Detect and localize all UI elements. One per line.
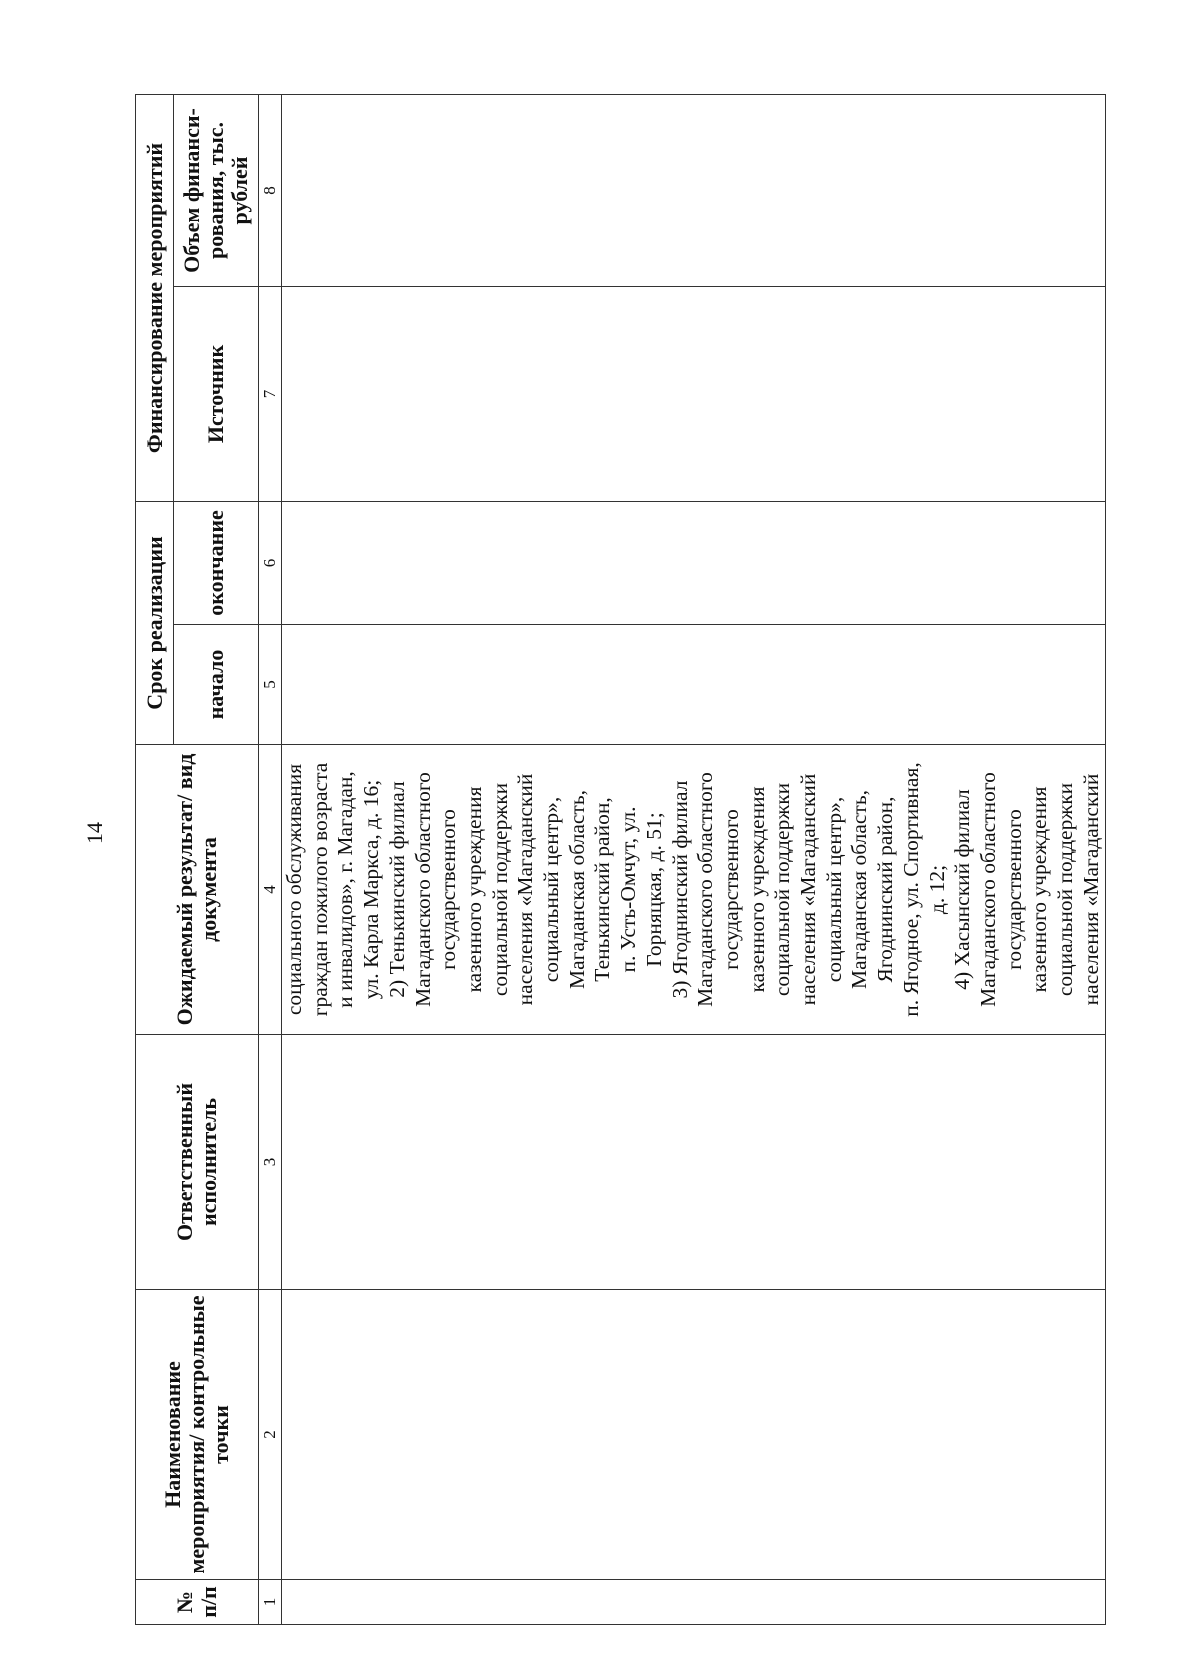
result-line: государственного (718, 809, 743, 970)
result-line: д. 12; (924, 864, 949, 915)
result-line: Магаданская область, (847, 789, 872, 990)
action-plan-table (135, 94, 1106, 1625)
result-line: граждан пожилого возраста (307, 762, 332, 1017)
result-line: социальной поддержки (1053, 782, 1078, 997)
cell-start (282, 625, 1106, 745)
result-line: казенного учреждения (461, 786, 486, 993)
column-number: 2 (259, 1290, 282, 1580)
result-line: 2) Тенькинский филиал (384, 781, 409, 998)
result-line: населения «Магаданский (513, 773, 538, 1006)
result-line: п. Усть-Омчут, ул. (616, 806, 641, 973)
result-line: населения «Магаданский (1078, 773, 1103, 1006)
cell-result (282, 745, 1106, 1035)
rotated-table-wrapper (135, 95, 1103, 1625)
column-number: 7 (259, 286, 282, 501)
result-line: Магаданского областного (693, 772, 718, 1007)
cell-source (282, 286, 1106, 501)
header-row-1 (136, 94, 174, 1624)
column-number-row (259, 94, 282, 1624)
column-number: 6 (259, 501, 282, 624)
result-line: Тенькинский район, (590, 797, 615, 982)
header-period: Срок реализации (136, 501, 174, 744)
result-line: социального обслуживания (282, 763, 306, 1016)
result-line: и инвалидов», г. Магадан, (333, 771, 358, 1008)
result-line: социальный центр», (539, 796, 564, 983)
column-number: 8 (259, 94, 282, 286)
cell-executor (282, 1035, 1106, 1290)
cell-amount (282, 94, 1106, 286)
cell-name (282, 1290, 1106, 1580)
result-line: казенного учреждения (744, 786, 769, 993)
header-number: № п/п (136, 1580, 259, 1625)
result-line: социальной поддержки (487, 782, 512, 997)
header-result: Ожидаемый результат/ вид документа (136, 745, 259, 1035)
column-number: 1 (259, 1580, 282, 1625)
cell-number (282, 1580, 1106, 1625)
column-number: 5 (259, 625, 282, 745)
result-line: Магаданского областного (975, 772, 1000, 1007)
page-number: 14 (82, 822, 107, 844)
result-line: Магаданского областного (410, 772, 435, 1007)
header-amount: Объем финанси-рования, тыс. рублей (174, 94, 259, 286)
result-line: 3) Ягоднинский филиал (667, 780, 692, 999)
result-line: 4) Хасынский филиал (950, 789, 975, 990)
result-line: ул. Карла Маркса, д. 16; (359, 779, 384, 1000)
result-line: социальной поддержки (770, 782, 795, 997)
header-financing: Финансирование мероприятий (136, 94, 174, 501)
result-line: населения «Магаданский (796, 773, 821, 1006)
column-number: 3 (259, 1035, 282, 1290)
result-line: социальный центр», (821, 796, 846, 983)
result-line: Горняцкая, д. 51; (641, 812, 666, 967)
result-line: казенного учреждения (1027, 786, 1052, 993)
result-line: п. Ягодное, ул. Спортивная, (898, 762, 923, 1017)
table-row (282, 94, 1106, 1624)
header-source: Источник (174, 286, 259, 501)
result-line: государственного (436, 809, 461, 970)
result-line: государственного (1001, 809, 1026, 970)
cell-end (282, 501, 1106, 624)
result-line: Ягоднинский район, (873, 796, 898, 983)
column-number: 4 (259, 745, 282, 1035)
header-executor: Ответственный исполнитель (136, 1035, 259, 1290)
header-name: Наименование мероприятия/ контрольные точки (136, 1290, 259, 1580)
header-start: начало (174, 625, 259, 745)
result-line: Магаданская область, (564, 789, 589, 990)
header-end: окончание (174, 501, 259, 624)
